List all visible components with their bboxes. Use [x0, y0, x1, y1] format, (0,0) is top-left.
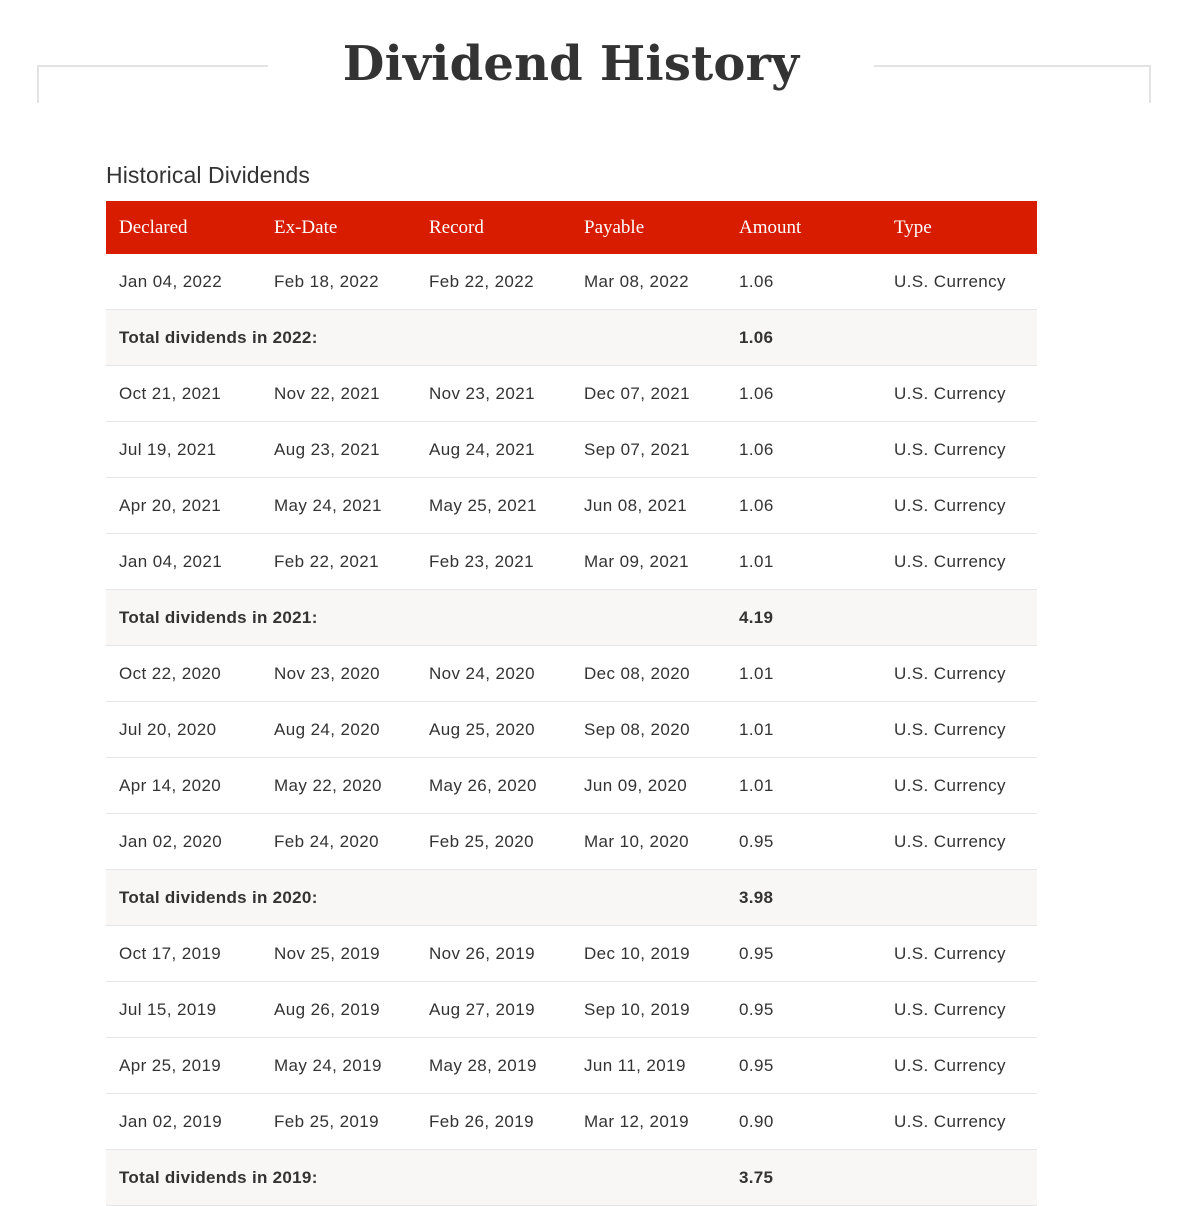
table-row: [106, 1038, 1037, 1094]
cell-declared: Oct 21, 2021: [106, 366, 261, 422]
cell-record: Aug 25, 2020: [416, 702, 571, 758]
cell-type: U.S. Currency: [881, 982, 1037, 1038]
cell-amount: 0.95: [726, 1038, 881, 1094]
cell-payable: Sep 10, 2019: [571, 982, 726, 1038]
total-empty-cell: [881, 1150, 1037, 1206]
total-empty-cell: [881, 590, 1037, 646]
column-header-payable: Payable: [571, 201, 726, 254]
cell-ex-date: Aug 26, 2019: [261, 982, 416, 1038]
cell-type: U.S. Currency: [881, 814, 1037, 870]
cell-amount: 0.95: [726, 982, 881, 1038]
cell-record: May 26, 2020: [416, 758, 571, 814]
cell-record: Feb 25, 2020: [416, 814, 571, 870]
column-header-type: Type: [881, 201, 1037, 254]
cell-type: U.S. Currency: [881, 422, 1037, 478]
cell-payable: Sep 08, 2020: [571, 702, 726, 758]
cell-payable: Dec 08, 2020: [571, 646, 726, 702]
total-label: Total dividends in 2021:: [106, 590, 726, 646]
cell-payable: Mar 12, 2019: [571, 1094, 726, 1150]
cell-type: U.S. Currency: [881, 926, 1037, 982]
header-rule-right: [874, 65, 1151, 103]
cell-ex-date: May 22, 2020: [261, 758, 416, 814]
cell-record: Feb 23, 2021: [416, 534, 571, 590]
total-row: [106, 1150, 1037, 1206]
cell-payable: Mar 08, 2022: [571, 254, 726, 310]
cell-ex-date: Aug 23, 2021: [261, 422, 416, 478]
table-row: [106, 534, 1037, 590]
cell-type: U.S. Currency: [881, 758, 1037, 814]
total-label: Total dividends in 2022:: [106, 310, 726, 366]
cell-amount: 1.01: [726, 646, 881, 702]
cell-record: Aug 24, 2021: [416, 422, 571, 478]
cell-record: Aug 27, 2019: [416, 982, 571, 1038]
page-title: Dividend History: [342, 36, 800, 92]
table-header-row: [106, 201, 1037, 254]
cell-amount: 0.95: [726, 814, 881, 870]
cell-ex-date: Nov 22, 2021: [261, 366, 416, 422]
cell-declared: Jan 04, 2022: [106, 254, 261, 310]
cell-amount: 1.06: [726, 254, 881, 310]
total-amount: 1.06: [726, 310, 881, 366]
cell-declared: Oct 22, 2020: [106, 646, 261, 702]
table-row: [106, 646, 1037, 702]
table-row: [106, 254, 1037, 310]
table-row: [106, 366, 1037, 422]
cell-declared: Apr 14, 2020: [106, 758, 261, 814]
cell-ex-date: Feb 18, 2022: [261, 254, 416, 310]
cell-ex-date: Feb 22, 2021: [261, 534, 416, 590]
total-empty-cell: [881, 310, 1037, 366]
table-row: [106, 702, 1037, 758]
cell-type: U.S. Currency: [881, 254, 1037, 310]
cell-payable: Jun 09, 2020: [571, 758, 726, 814]
cell-declared: Apr 25, 2019: [106, 1038, 261, 1094]
cell-type: U.S. Currency: [881, 1094, 1037, 1150]
cell-payable: Jun 11, 2019: [571, 1038, 726, 1094]
cell-record: Nov 23, 2021: [416, 366, 571, 422]
section-title: Historical Dividends: [106, 162, 310, 188]
cell-declared: Jan 04, 2021: [106, 534, 261, 590]
cell-type: U.S. Currency: [881, 534, 1037, 590]
cell-record: May 25, 2021: [416, 478, 571, 534]
cell-declared: Jan 02, 2019: [106, 1094, 261, 1150]
total-amount: 3.75: [726, 1150, 881, 1206]
page-header: [0, 0, 1180, 120]
table-body: [106, 254, 1037, 1206]
cell-type: U.S. Currency: [881, 478, 1037, 534]
cell-ex-date: Feb 24, 2020: [261, 814, 416, 870]
cell-amount: 1.06: [726, 366, 881, 422]
cell-payable: Mar 10, 2020: [571, 814, 726, 870]
cell-amount: 0.95: [726, 926, 881, 982]
cell-type: U.S. Currency: [881, 366, 1037, 422]
table-row: [106, 926, 1037, 982]
column-header-declared: Declared: [106, 201, 261, 254]
total-row: [106, 310, 1037, 366]
cell-type: U.S. Currency: [881, 646, 1037, 702]
table-row: [106, 758, 1037, 814]
column-header-amount: Amount: [726, 201, 881, 254]
total-empty-cell: [881, 870, 1037, 926]
cell-type: U.S. Currency: [881, 1038, 1037, 1094]
total-label: Total dividends in 2019:: [106, 1150, 726, 1206]
cell-declared: Jan 02, 2020: [106, 814, 261, 870]
cell-amount: 1.06: [726, 478, 881, 534]
table-row: [106, 422, 1037, 478]
column-header-record: Record: [416, 201, 571, 254]
dividend-table: [106, 201, 1037, 1206]
table-header: [106, 201, 1037, 254]
total-amount: 3.98: [726, 870, 881, 926]
cell-ex-date: May 24, 2021: [261, 478, 416, 534]
cell-amount: 1.01: [726, 534, 881, 590]
cell-amount: 1.01: [726, 758, 881, 814]
cell-payable: Dec 07, 2021: [571, 366, 726, 422]
cell-ex-date: Aug 24, 2020: [261, 702, 416, 758]
total-amount: 4.19: [726, 590, 881, 646]
cell-payable: Sep 07, 2021: [571, 422, 726, 478]
cell-declared: Jul 19, 2021: [106, 422, 261, 478]
cell-record: Feb 22, 2022: [416, 254, 571, 310]
cell-payable: Jun 08, 2021: [571, 478, 726, 534]
cell-ex-date: Nov 25, 2019: [261, 926, 416, 982]
cell-declared: Oct 17, 2019: [106, 926, 261, 982]
column-header-ex-date: Ex-Date: [261, 201, 416, 254]
cell-type: U.S. Currency: [881, 702, 1037, 758]
table-row: [106, 982, 1037, 1038]
cell-payable: Dec 10, 2019: [571, 926, 726, 982]
cell-amount: 1.01: [726, 702, 881, 758]
cell-ex-date: Feb 25, 2019: [261, 1094, 416, 1150]
total-row: [106, 870, 1037, 926]
table-row: [106, 1094, 1037, 1150]
cell-record: Feb 26, 2019: [416, 1094, 571, 1150]
cell-ex-date: Nov 23, 2020: [261, 646, 416, 702]
cell-amount: 1.06: [726, 422, 881, 478]
cell-record: Nov 24, 2020: [416, 646, 571, 702]
cell-declared: Jul 15, 2019: [106, 982, 261, 1038]
header-rule-left: [37, 65, 268, 103]
table-row: [106, 814, 1037, 870]
cell-record: May 28, 2019: [416, 1038, 571, 1094]
cell-amount: 0.90: [726, 1094, 881, 1150]
cell-payable: Mar 09, 2021: [571, 534, 726, 590]
total-label: Total dividends in 2020:: [106, 870, 726, 926]
table-row: [106, 478, 1037, 534]
total-row: [106, 590, 1037, 646]
cell-ex-date: May 24, 2019: [261, 1038, 416, 1094]
cell-record: Nov 26, 2019: [416, 926, 571, 982]
cell-declared: Apr 20, 2021: [106, 478, 261, 534]
cell-declared: Jul 20, 2020: [106, 702, 261, 758]
